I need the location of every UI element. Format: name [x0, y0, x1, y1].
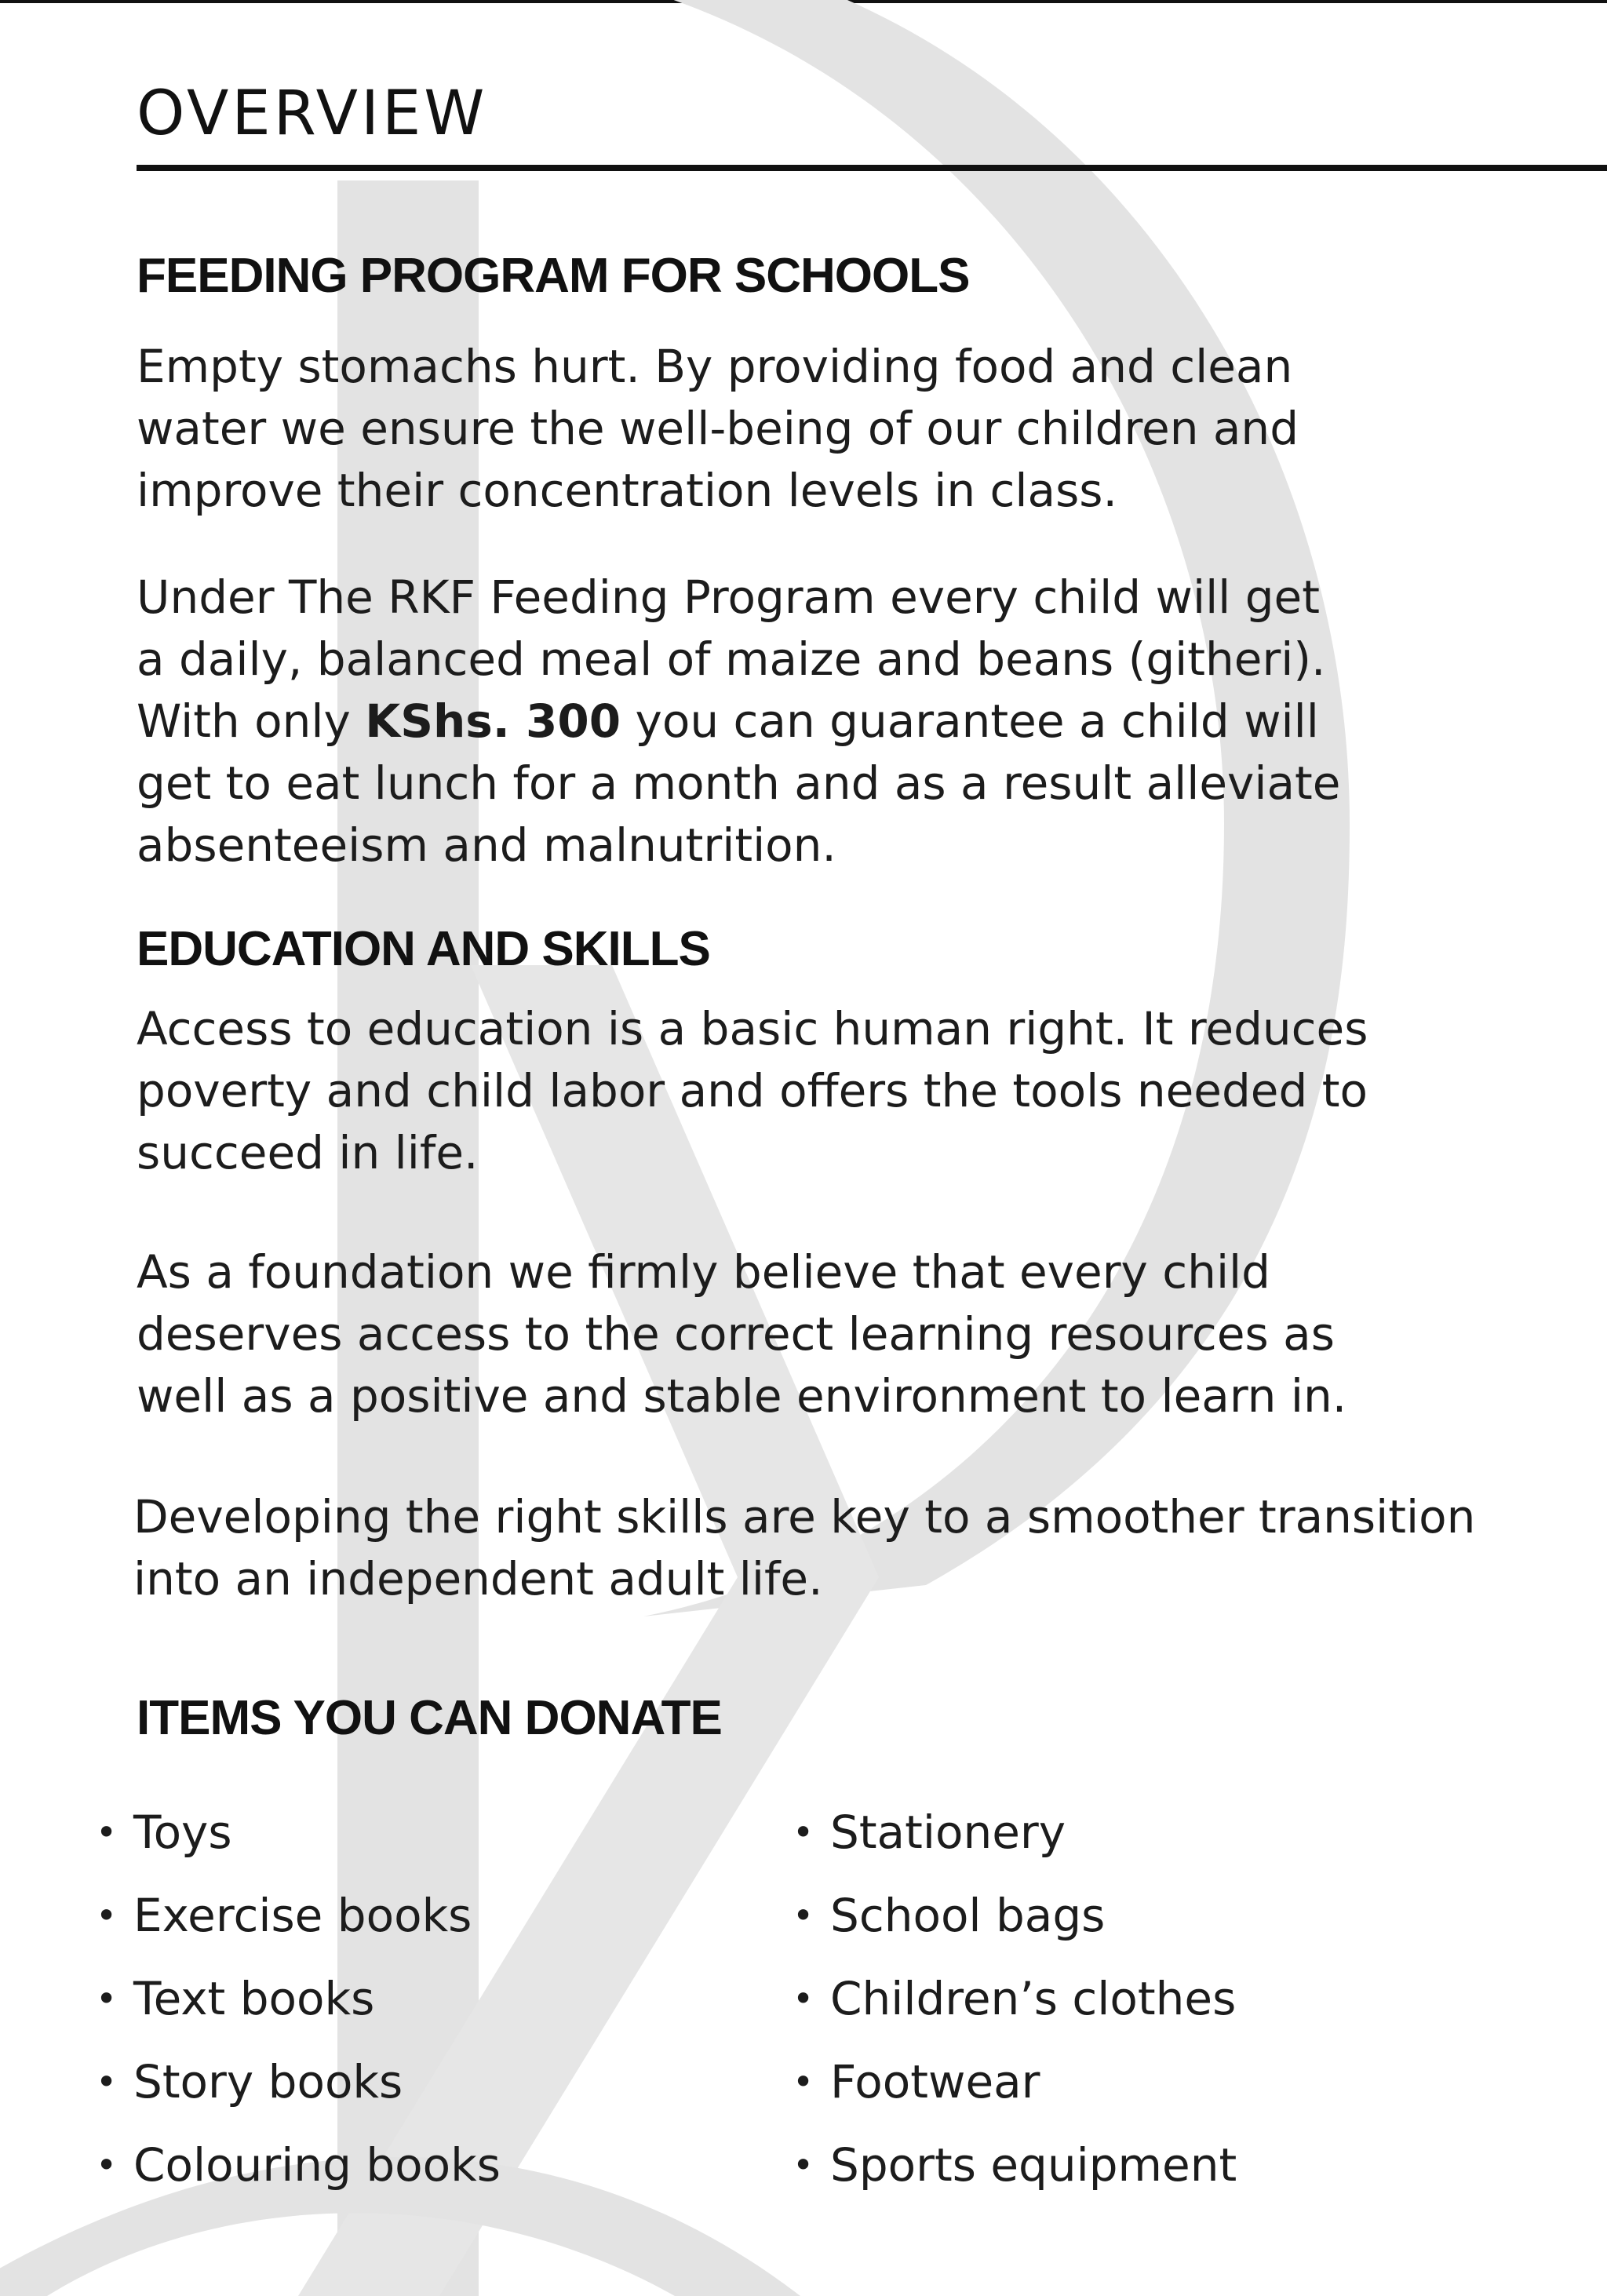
- text-line: into an independent adult life.: [133, 1552, 823, 1605]
- text-line: succeed in life.: [137, 1126, 479, 1179]
- list-item: [96, 1972, 501, 2059]
- donate-heading: ITEMS YOU CAN DONATE: [137, 1691, 722, 1745]
- text-line: poverty and child labor and offers the tools needed to: [137, 1064, 1368, 1117]
- list-item: [793, 2055, 1237, 2142]
- text-fragment: With only: [137, 694, 366, 748]
- list-item: [96, 1806, 501, 1893]
- education-paragraph-3: [133, 1486, 1475, 1610]
- education-paragraph-1: [137, 998, 1368, 1184]
- text-fragment: you can guarantee a child will: [621, 694, 1319, 748]
- page-title: OVERVIEW: [137, 78, 488, 149]
- bullet-icon: •: [793, 1811, 814, 1853]
- bullet-icon: •: [793, 1977, 814, 2020]
- list-item-label: Story books: [133, 2055, 403, 2108]
- list-item: [96, 2055, 501, 2142]
- text-line: Developing the right skills are key to a smoother transition: [133, 1490, 1476, 1543]
- list-item-label: Footwear: [830, 2055, 1040, 2108]
- bullet-icon: •: [793, 2144, 814, 2186]
- list-item: [793, 1889, 1237, 1976]
- feeding-heading: FEEDING PROGRAM FOR SCHOOLS: [137, 249, 970, 303]
- text-line: get to eat lunch for a month and as a result alleviate: [137, 756, 1341, 810]
- text-line: a daily, balanced meal of maize and beans (githeri).: [137, 632, 1326, 686]
- list-item: [793, 2138, 1237, 2225]
- text-line: As a foundation we firmly believe that every child: [137, 1245, 1270, 1299]
- list-item-label: School bags: [830, 1889, 1106, 1942]
- text-line: [137, 691, 1340, 753]
- bullet-icon: •: [96, 1811, 118, 1853]
- list-item-label: Text books: [133, 1972, 375, 2025]
- list-item-label: Exercise books: [133, 1889, 472, 1942]
- education-paragraph-2: [137, 1241, 1346, 1427]
- price-amount: KShs. 300: [365, 694, 621, 748]
- text-line: improve their concentration levels in class.: [137, 464, 1117, 517]
- text-line: Empty stomachs hurt. By providing food and clean: [137, 340, 1293, 393]
- title-underline: [137, 165, 1607, 171]
- bullet-icon: •: [793, 1894, 814, 1937]
- bullet-icon: •: [96, 1894, 118, 1937]
- education-heading: EDUCATION AND SKILLS: [137, 922, 710, 976]
- bullet-icon: •: [96, 2144, 118, 2186]
- feeding-paragraph-2: [137, 567, 1340, 876]
- list-item: [793, 1806, 1237, 1893]
- list-item: [793, 1972, 1237, 2059]
- list-item-label: Toys: [133, 1806, 232, 1859]
- text-line: well as a positive and stable environment to learn in.: [137, 1369, 1347, 1423]
- text-line: Under The RKF Feeding Program every child will get: [137, 570, 1320, 624]
- donate-list-right: [793, 1806, 1237, 2225]
- bullet-icon: •: [96, 2061, 118, 2103]
- donate-list-left: [96, 1806, 501, 2225]
- text-line: deserves access to the correct learning resources as: [137, 1307, 1335, 1361]
- list-item-label: Sports equipment: [830, 2138, 1237, 2192]
- text-line: water we ensure the well-being of our children and: [137, 402, 1299, 455]
- list-item-label: Stationery: [830, 1806, 1066, 1859]
- text-line: Access to education is a basic human right. It reduces: [137, 1002, 1368, 1055]
- bullet-icon: •: [793, 2061, 814, 2103]
- text-line: absenteeism and malnutrition.: [137, 818, 836, 872]
- bullet-icon: •: [96, 1977, 118, 2020]
- feeding-paragraph-1: [137, 336, 1299, 522]
- list-item-label: Colouring books: [133, 2138, 501, 2192]
- list-item: [96, 2138, 501, 2225]
- list-item: [96, 1889, 501, 1976]
- list-item-label: Children’s clothes: [830, 1972, 1237, 2025]
